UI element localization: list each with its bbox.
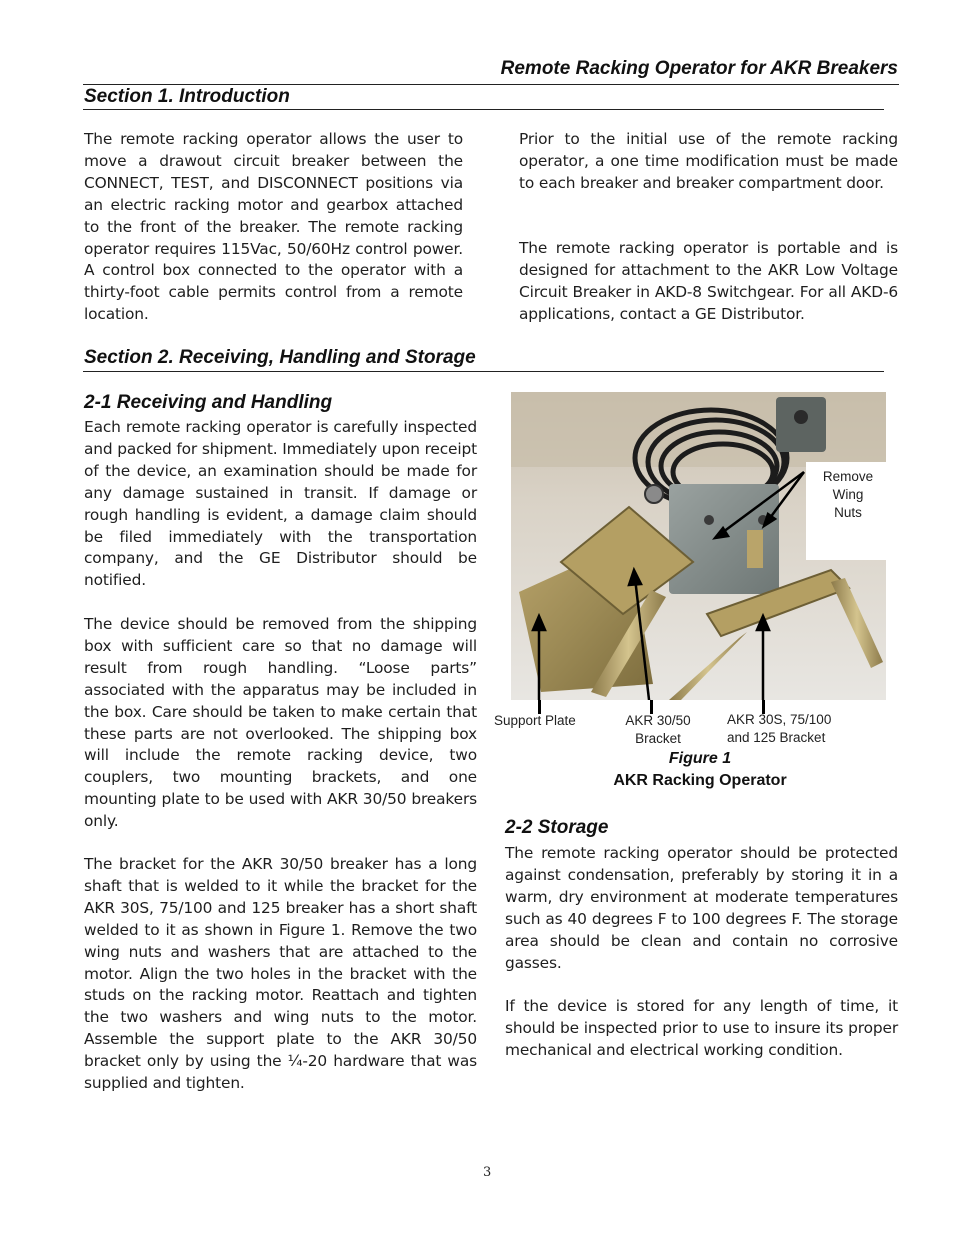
photo-wall xyxy=(511,392,886,467)
label-support-plate: Support Plate xyxy=(494,713,576,728)
figure-1-photo xyxy=(511,392,886,700)
label-akr-30s-line-2: and 125 Bracket xyxy=(727,730,826,745)
section2-title: Section 2. Receiving, Handling and Storage xyxy=(84,347,476,368)
subsection-2-1-paragraph-1: Each remote racking operator is carefully inspected and packed for shipment. Immediately upon receipt of the device, an examination should be made for any damage sustained in transit. If damage or rough handling is evident, a damage claim should be filed immediately with the transportation company, and the GE Distributor should be notified. xyxy=(84,418,477,590)
racking-operator-illustration xyxy=(511,392,886,700)
label-akr-3050-line-1: AKR 30/50 xyxy=(625,713,691,728)
subsection-2-1-title: 2-1 Receiving and Handling xyxy=(84,392,333,413)
label-remove-wing-nuts-line-3: Nuts xyxy=(834,505,862,520)
label-akr-3050-bracket xyxy=(618,712,698,748)
section1-left-paragraph: The remote racking operator allows the user to move a drawout circuit breaker between the CONNECT, TEST, and DISCONNECT positions via an electric racking motor and gearbox attached to the front of the breaker. The remote racking operator requires 115Vac, 50/60Hz control power. A control box connected to the operator with a thirty-foot cable permits control from a remote location. xyxy=(84,130,463,324)
subsection-2-1-paragraph-2: The device should be removed from the shipping box with sufficient care so that no damage will result from rough handling. “Loose parts” associated with the apparatus may be included in the box. Care should be taken to make certain that these parts are not overlooked. The shipping box will include the remote racking device, two couplers, two mounting brackets, and one mounting plate to be used with AKR 30/50 breakers only. xyxy=(84,615,477,831)
subsection-2-2-title: 2-2 Storage xyxy=(505,817,609,838)
motor-drive-shaft xyxy=(747,530,763,568)
wing-nut-left xyxy=(704,515,714,525)
section2-rule xyxy=(83,371,884,372)
section1-title: Section 1. Introduction xyxy=(84,86,290,107)
subsection-2-1-paragraph-3: The bracket for the AKR 30/50 breaker has a long shaft that is welded to it while the bracket for the AKR 30S, 75/100 and 125 breaker has a short shaft welded to it as shown in Figure 1. Remove the two wing nuts and washers that are attached to the motor. Align the two holes in the bracket with the studs on the racking motor. Reattach and tighten the two washers and wing nuts to the motor. Assemble the support plate to the AKR 30/50 bracket only by using the ¼-20 hardware that was supplied and tighten. xyxy=(84,855,477,1093)
label-akr-3050-line-2: Bracket xyxy=(635,731,681,746)
section1-rule xyxy=(83,109,884,110)
label-akr-30s-line-1: AKR 30S, 75/100 xyxy=(727,712,832,727)
cable-connector xyxy=(645,485,663,503)
section1-right-paragraph-1: Prior to the initial use of the remote racking operator, a one time modification must be made to each breaker and breaker compartment door. xyxy=(519,130,898,192)
label-remove-wing-nuts xyxy=(810,468,886,522)
figure-caption-title: AKR Racking Operator xyxy=(613,772,787,789)
subsection-2-2-paragraph-1: The remote racking operator should be protected against condensation, preferably by storing it in a warm, dry environment at moderate temperatures such as 40 degrees F to 100 degrees F. The storage area should be clean and contain no corrosive gasses. xyxy=(505,844,898,972)
label-akr-30s-bracket xyxy=(727,711,831,747)
header-rule xyxy=(83,84,899,85)
figure-caption-number: Figure 1 xyxy=(668,750,732,767)
label-remove-wing-nuts-line-1: Remove xyxy=(822,469,874,484)
control-box-switch xyxy=(794,410,808,424)
running-header: Remote Racking Operator for AKR Breakers xyxy=(500,58,898,79)
label-remove-wing-nuts-line-2: Wing xyxy=(832,487,864,502)
control-box xyxy=(776,397,826,452)
page-number: 3 xyxy=(483,1165,492,1180)
subsection-2-2-paragraph-2: If the device is stored for any length of time, it should be inspected prior to use to insure its proper mechanical and electrical working condition. xyxy=(505,997,898,1059)
section1-right-paragraph-2: The remote racking operator is portable and is designed for attachment to the AKR Low Voltage Circuit Breaker in AKD-8 Switchgear. For all AKD-6 applications, contact a GE Distributor. xyxy=(519,239,898,323)
